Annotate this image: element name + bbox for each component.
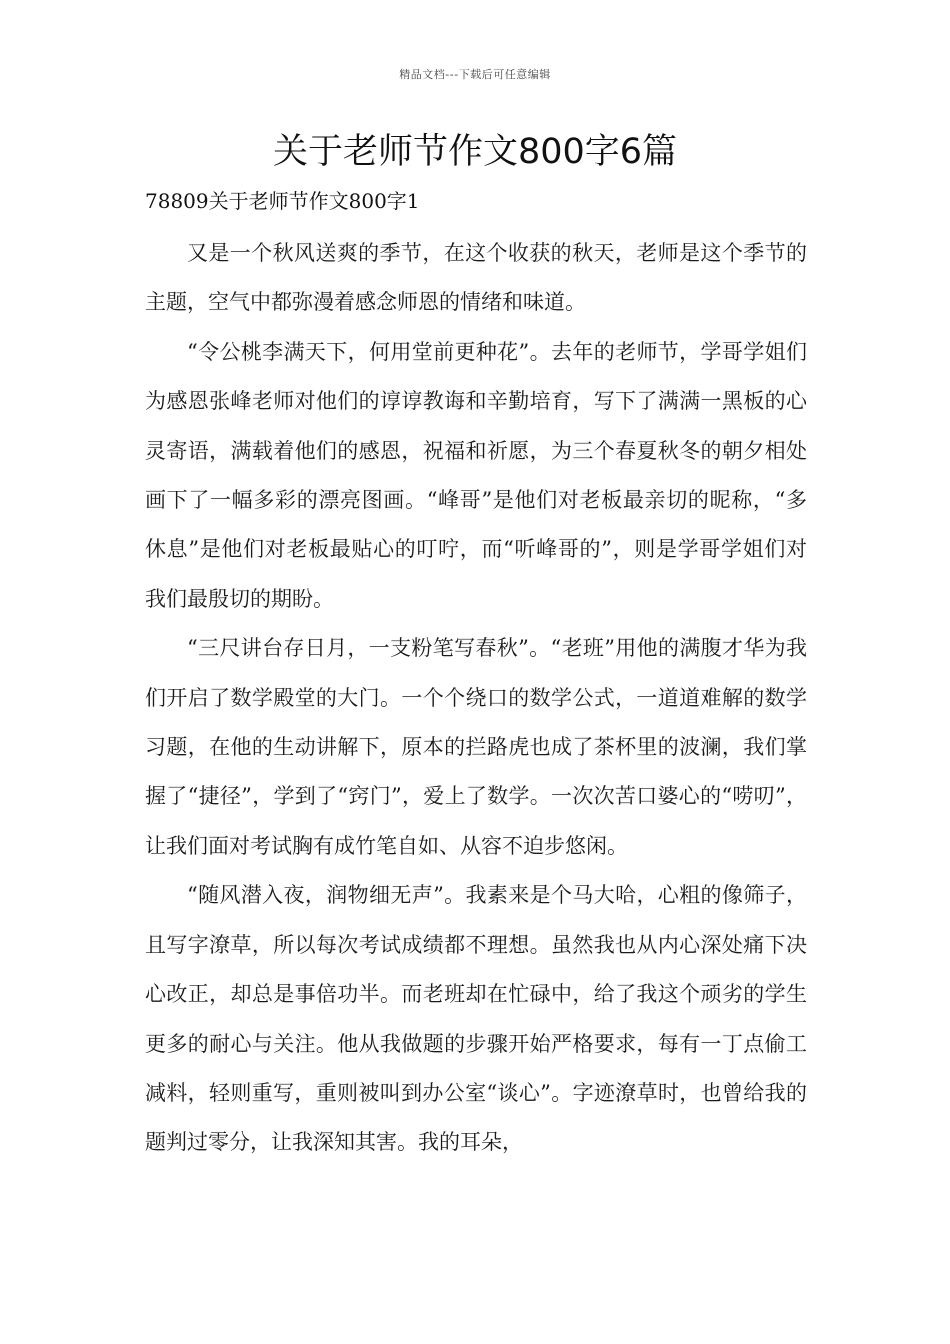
paragraph-2: “令公桃李满天下，何用堂前更种花”。去年的老师节，学哥学姐们为感恩张峰老师对他们的谆谆教诲和辛勤培育，写下了满满一黑板的心灵寄语，满载着他们的感恩，祝福和祈愿，为三个春夏秋冬的朝夕相处画下了一幅多彩的漂亮图画。“峰哥”是他们对老板最亲切的昵称，“多休息”是他们对老板最贴心的叮咛，而“听峰哥的”，则是学哥学姐们对我们最殷切的期盼。 — [145, 339, 807, 611]
document-body — [145, 229, 807, 1168]
document-subtitle: 78809关于老师节作文800字1 — [145, 189, 420, 213]
paragraph-4: “随风潜入夜，润物细无声”。我素来是个马大哈，心粗的像筛子，且写字潦草，所以每次考试成绩都不理想。虽然我也从内心深处痛下决心改正，却总是事倍功半。而老班却在忙碌中，给了我这个顽劣的学生更多的耐心与关注。他从我做题的步骤开始严格要求，每有一丁点偷工减料，轻则重写，重则被叫到办公室“谈心”。字迹潦草时，也曾给我的题判过零分，让我深知其害。我的耳朵， — [145, 883, 807, 1155]
paragraph-3: “三尺讲台存日月，一支粉笔写春秋”。“老班”用他的满腹才华为我们开启了数学殿堂的大门。一个个绕口的数学公式，一道道难解的数学习题，在他的生动讲解下，原本的拦路虎也成了茶杯里的波澜，我们掌握了“捷径”，学到了“窍门”，爱上了数学。一次次苦口婆心的“唠叨”，让我们面对考试胸有成竹笔自如、从容不迫步悠闲。 — [145, 636, 807, 858]
header-note: 精品文档---下载后可任意编辑 — [399, 68, 551, 81]
paragraph-1: 又是一个秋风送爽的季节，在这个收获的秋天，老师是这个季节的主题，空气中都弥漫着感念师恩的情绪和味道。 — [145, 241, 807, 315]
document-title: 关于老师节作文800字6篇 — [272, 132, 678, 172]
